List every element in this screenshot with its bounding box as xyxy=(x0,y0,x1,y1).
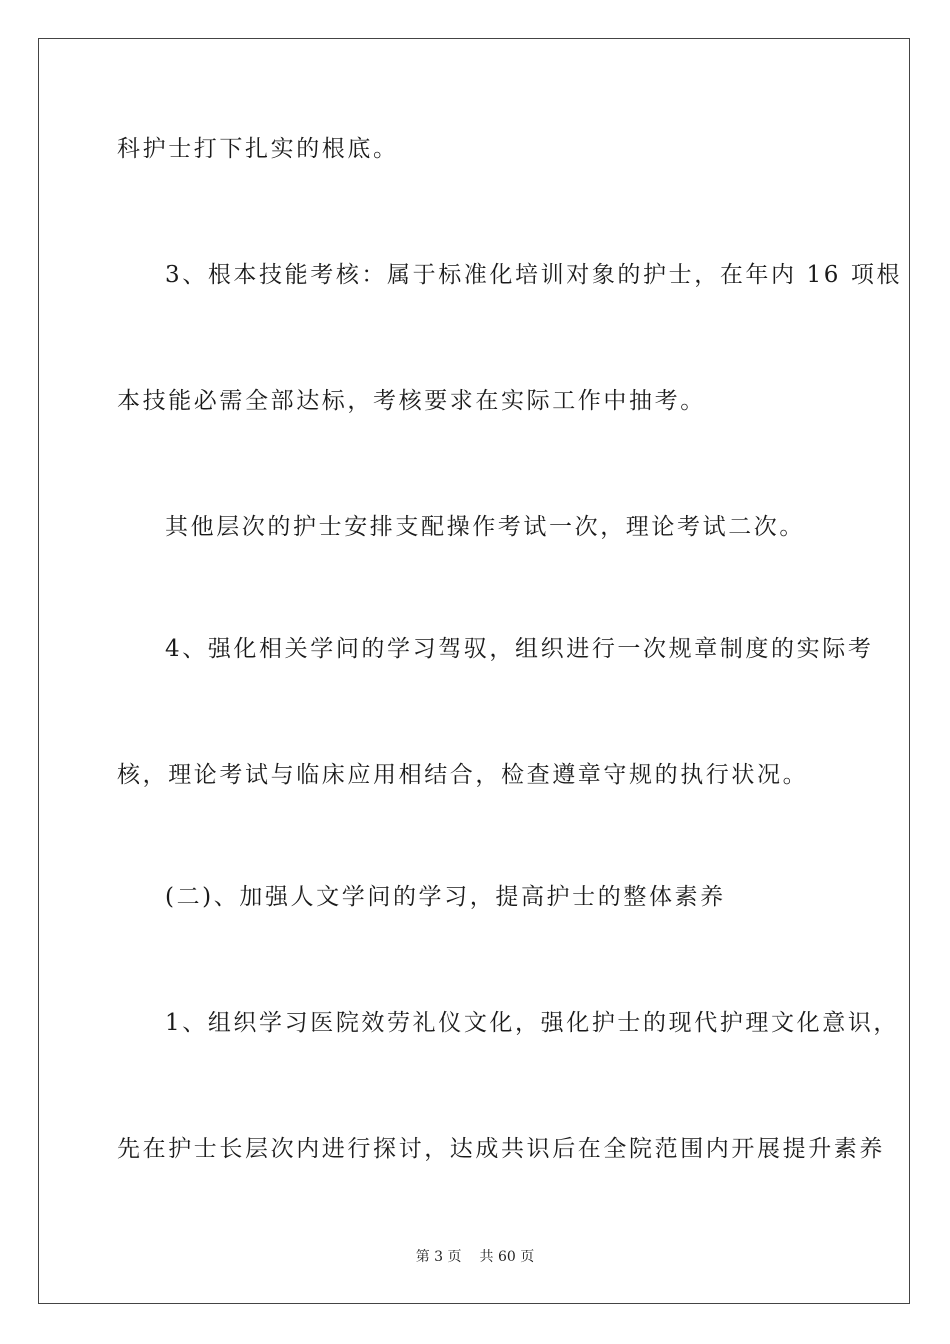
page-border xyxy=(38,38,910,1304)
page-footer xyxy=(0,1248,950,1266)
text-line: 本技能必需全部达标，考核要求在实际工作中抽考。 xyxy=(117,388,706,414)
section-heading: (二)、加强人文学问的学习，提高护士的整体素养 xyxy=(165,884,726,910)
text-line: 核，理论考试与临床应用相结合，检查遵章守规的执行状况。 xyxy=(117,762,809,788)
text-line: 其他层次的护士安排支配操作考试一次，理论考试二次。 xyxy=(165,514,805,540)
text-line: 3、根本技能考核：属于标准化培训对象的护士，在年内 16 项根 xyxy=(165,262,903,288)
text-line: 4、强化相关学问的学习驾驭，组织进行一次规章制度的实际考 xyxy=(165,636,874,662)
page-total: 共 60 页 xyxy=(479,1249,535,1265)
text-line: 1、组织学习医院效劳礼仪文化，强化护士的现代护理文化意识， xyxy=(165,1010,900,1036)
text-line: 先在护士长层次内进行探讨，达成共识后在全院范围内开展提升素养 xyxy=(117,1136,885,1162)
page-number: 第 3 页 xyxy=(415,1249,462,1265)
text-line: 科护士打下扎实的根底。 xyxy=(117,136,399,162)
